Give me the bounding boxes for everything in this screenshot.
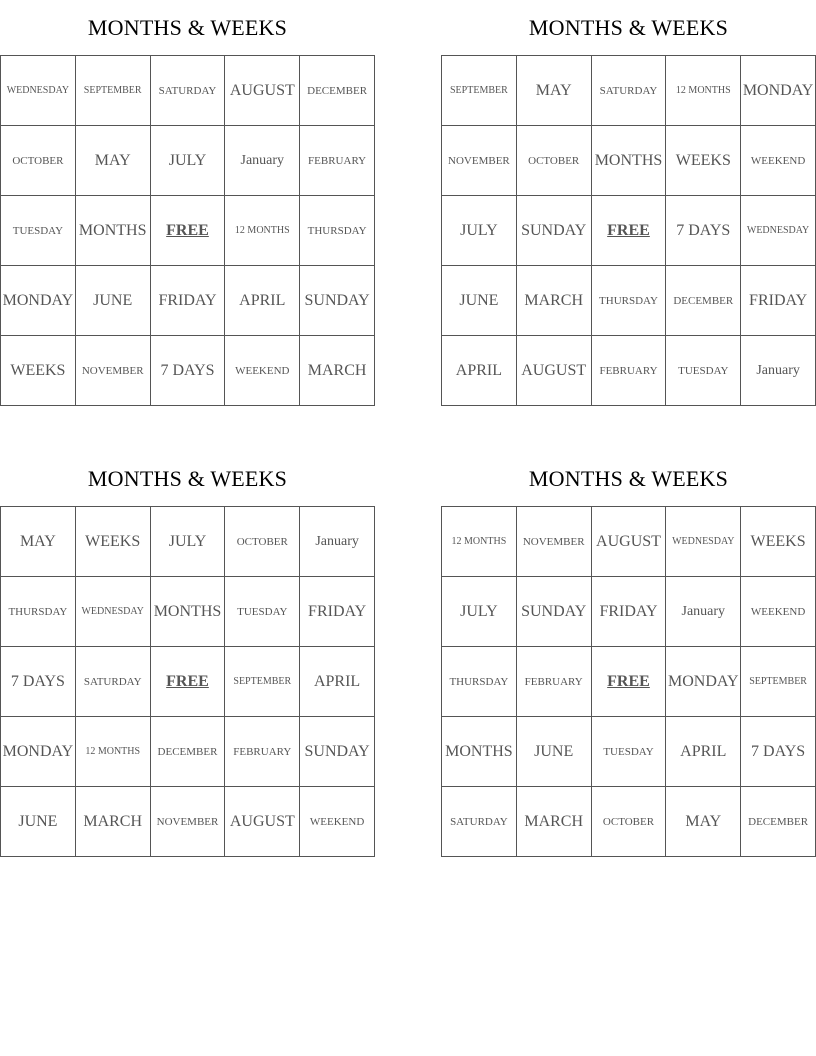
bingo-grid bbox=[0, 506, 375, 857]
bingo-cell: MAY bbox=[1, 507, 76, 577]
bingo-card-2 bbox=[441, 0, 816, 406]
bingo-cell: AUGUST bbox=[225, 787, 300, 857]
bingo-cell: JULY bbox=[150, 507, 225, 577]
bingo-cell: NOVEMBER bbox=[75, 336, 150, 406]
bingo-cell: MARCH bbox=[516, 266, 591, 336]
bingo-cell: WEEKS bbox=[666, 126, 741, 196]
bingo-cell: APRIL bbox=[225, 266, 300, 336]
bingo-grid bbox=[441, 506, 816, 857]
card-title: MONTHS & WEEKS bbox=[87, 466, 288, 491]
free-space-cell: FREE bbox=[150, 647, 225, 717]
bingo-cell: THURSDAY bbox=[1, 577, 76, 647]
bingo-cell: FRIDAY bbox=[591, 577, 666, 647]
grid-row bbox=[1, 507, 375, 577]
bingo-cell: FEBRUARY bbox=[516, 647, 591, 717]
grid-row bbox=[1, 196, 375, 266]
bingo-cell: SUNDAY bbox=[516, 196, 591, 266]
bingo-cell: 7 DAYS bbox=[741, 717, 816, 787]
bingo-cell: MONTHS bbox=[442, 717, 517, 787]
bingo-cell: 12 MONTHS bbox=[225, 196, 300, 266]
bingo-cell: 7 DAYS bbox=[1, 647, 76, 717]
grid-row bbox=[1, 126, 375, 196]
card-title: MONTHS & WEEKS bbox=[87, 15, 288, 40]
bingo-cell: AUGUST bbox=[225, 56, 300, 126]
bingo-cell: MAY bbox=[75, 126, 150, 196]
grid-row bbox=[442, 577, 816, 647]
bingo-cell: WEDNESDAY bbox=[75, 577, 150, 647]
bingo-cell: WEEKS bbox=[1, 336, 76, 406]
bingo-cell: OCTOBER bbox=[591, 787, 666, 857]
bingo-cell: January bbox=[741, 336, 816, 406]
bingo-cell: THURSDAY bbox=[442, 647, 517, 717]
bingo-cell: JULY bbox=[442, 196, 517, 266]
free-space-cell: FREE bbox=[591, 647, 666, 717]
bingo-cell: APRIL bbox=[300, 647, 375, 717]
bingo-cell: MONTHS bbox=[150, 577, 225, 647]
bingo-cell: SATURDAY bbox=[591, 56, 666, 126]
bingo-cell: MARCH bbox=[75, 787, 150, 857]
grid-row bbox=[1, 336, 375, 406]
grid-row bbox=[442, 647, 816, 717]
bingo-cell: MONDAY bbox=[666, 647, 741, 717]
bingo-cell: DECEMBER bbox=[741, 787, 816, 857]
bingo-cell: FEBRUARY bbox=[300, 126, 375, 196]
bingo-cell: SEPTEMBER bbox=[225, 647, 300, 717]
bingo-cell: FRIDAY bbox=[150, 266, 225, 336]
bingo-cell: WEDNESDAY bbox=[666, 507, 741, 577]
bingo-cell: January bbox=[225, 126, 300, 196]
bingo-cell: NOVEMBER bbox=[516, 507, 591, 577]
bingo-cell: THURSDAY bbox=[591, 266, 666, 336]
bingo-cell: 12 MONTHS bbox=[75, 717, 150, 787]
bingo-cell: APRIL bbox=[442, 336, 517, 406]
bingo-cell: MAY bbox=[666, 787, 741, 857]
bingo-cell: JULY bbox=[150, 126, 225, 196]
bingo-cell: NOVEMBER bbox=[442, 126, 517, 196]
bingo-cell: SUNDAY bbox=[300, 717, 375, 787]
bingo-cell: SATURDAY bbox=[442, 787, 517, 857]
bingo-cell: TUESDAY bbox=[666, 336, 741, 406]
bingo-cell: SEPTEMBER bbox=[75, 56, 150, 126]
bingo-cell: SUNDAY bbox=[516, 577, 591, 647]
bingo-cell: WEEKEND bbox=[741, 577, 816, 647]
bingo-cell: MARCH bbox=[300, 336, 375, 406]
bingo-cell: 12 MONTHS bbox=[442, 507, 517, 577]
grid-row bbox=[1, 577, 375, 647]
bingo-cell: NOVEMBER bbox=[150, 787, 225, 857]
grid-row bbox=[1, 266, 375, 336]
grid-row bbox=[1, 787, 375, 857]
bingo-cell: DECEMBER bbox=[300, 56, 375, 126]
bingo-cell: WEEKEND bbox=[741, 126, 816, 196]
grid-row bbox=[442, 787, 816, 857]
bingo-cell: MONTHS bbox=[591, 126, 666, 196]
bingo-cell: APRIL bbox=[666, 717, 741, 787]
bingo-cell: SEPTEMBER bbox=[442, 56, 517, 126]
grid-row bbox=[442, 56, 816, 126]
bingo-cell: JUNE bbox=[516, 717, 591, 787]
bingo-cell: DECEMBER bbox=[666, 266, 741, 336]
bingo-cell: FEBRUARY bbox=[225, 717, 300, 787]
bingo-cell: TUESDAY bbox=[591, 717, 666, 787]
bingo-cell: SEPTEMBER bbox=[741, 647, 816, 717]
bingo-cell: MARCH bbox=[516, 787, 591, 857]
bingo-cell: January bbox=[666, 577, 741, 647]
bingo-cell: JUNE bbox=[442, 266, 517, 336]
grid-row bbox=[442, 717, 816, 787]
bingo-cell: JULY bbox=[442, 577, 517, 647]
bingo-cell: WEDNESDAY bbox=[741, 196, 816, 266]
bingo-cell: JUNE bbox=[75, 266, 150, 336]
grid-row bbox=[1, 647, 375, 717]
bingo-cell: TUESDAY bbox=[225, 577, 300, 647]
bingo-cell: THURSDAY bbox=[300, 196, 375, 266]
bingo-cell: MONDAY bbox=[1, 266, 76, 336]
bingo-cell: AUGUST bbox=[591, 507, 666, 577]
bingo-cell: January bbox=[300, 507, 375, 577]
bingo-cell: WEDNESDAY bbox=[1, 56, 76, 126]
free-space-cell: FREE bbox=[591, 196, 666, 266]
bingo-cell: MONTHS bbox=[75, 196, 150, 266]
bingo-cell: MAY bbox=[516, 56, 591, 126]
grid-row bbox=[442, 336, 816, 406]
bingo-cell: WEEKS bbox=[75, 507, 150, 577]
bingo-cell: WEEKEND bbox=[300, 787, 375, 857]
bingo-card-3 bbox=[0, 451, 375, 857]
grid-row bbox=[442, 507, 816, 577]
grid-row bbox=[1, 717, 375, 787]
grid-row bbox=[1, 56, 375, 126]
bingo-cell: MONDAY bbox=[741, 56, 816, 126]
bingo-card-1 bbox=[0, 0, 375, 406]
bingo-cell: OCTOBER bbox=[516, 126, 591, 196]
bingo-cell: FRIDAY bbox=[741, 266, 816, 336]
bingo-grid bbox=[0, 55, 375, 406]
bingo-cell: 12 MONTHS bbox=[666, 56, 741, 126]
bingo-cell: FEBRUARY bbox=[591, 336, 666, 406]
bingo-card-4 bbox=[441, 451, 816, 857]
bingo-cell: TUESDAY bbox=[1, 196, 76, 266]
bingo-cell: SATURDAY bbox=[75, 647, 150, 717]
bingo-cell: SUNDAY bbox=[300, 266, 375, 336]
bingo-cell: MONDAY bbox=[1, 717, 76, 787]
grid-row bbox=[442, 266, 816, 336]
bingo-cell: SATURDAY bbox=[150, 56, 225, 126]
bingo-cell: OCTOBER bbox=[225, 507, 300, 577]
grid-row bbox=[442, 196, 816, 266]
grid-row bbox=[442, 126, 816, 196]
bingo-cell: OCTOBER bbox=[1, 126, 76, 196]
bingo-cell: DECEMBER bbox=[150, 717, 225, 787]
bingo-cell: 7 DAYS bbox=[666, 196, 741, 266]
card-title: MONTHS & WEEKS bbox=[528, 466, 729, 491]
bingo-cell: 7 DAYS bbox=[150, 336, 225, 406]
free-space-cell: FREE bbox=[150, 196, 225, 266]
card-title: MONTHS & WEEKS bbox=[528, 15, 729, 40]
bingo-cell: WEEKEND bbox=[225, 336, 300, 406]
bingo-cell: AUGUST bbox=[516, 336, 591, 406]
bingo-grid bbox=[441, 55, 816, 406]
bingo-cell: FRIDAY bbox=[300, 577, 375, 647]
bingo-cell: JUNE bbox=[1, 787, 76, 857]
bingo-cell: WEEKS bbox=[741, 507, 816, 577]
